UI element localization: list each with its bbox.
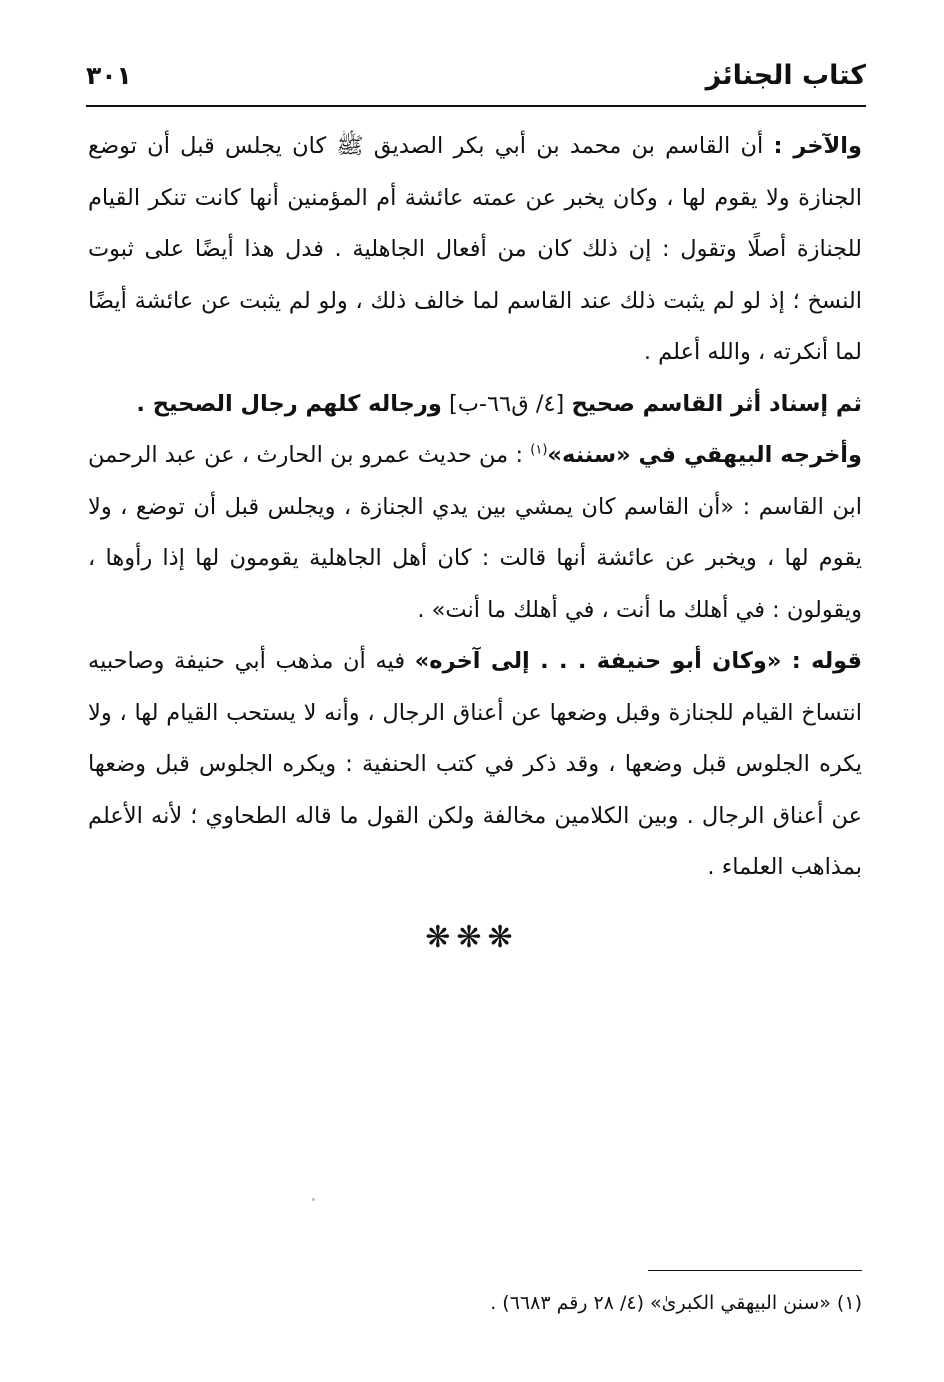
- paragraph-4-text: فيه أن مذهب أبي حنيفة وصاحبيه انتساخ القيام للجنازة وقبل وضعها عن أعناق الرجال ، وأنه لا يستحب القيام لها ، ولا يكره الجلوس قبل وضعها ، وقد ذكر في كتب الحنفية : ويكره الجلوس قبل وضعها عن أعناق الرجال . وبين الكلامين مخالفة ولكن القول ما قاله الطحاوي ؛ لأنه الأعلم بمذاهب العلماء .: [88, 648, 862, 880]
- footnote: (١) «سنن البيهقي الكبرىٰ» (٤/ ٢٨ رقم ٦٦٨٣) .: [490, 1292, 862, 1314]
- section-separator: ❋❋❋: [425, 920, 519, 955]
- page-number: ٣٠١: [86, 61, 132, 90]
- paragraph-4-lead: قوله : «وكان أبو حنيفة . . . إلى آخره»: [414, 648, 863, 674]
- paragraph-3: [88, 430, 862, 636]
- paragraph-3-lead: وأخرجه البيهقي في «سننه»: [547, 442, 862, 468]
- paragraph-1: [88, 121, 862, 379]
- header-rule: [86, 105, 866, 107]
- footnote-rule: [648, 1270, 862, 1271]
- paragraph-1-text: أن القاسم بن محمد بن أبي بكر الصديق ﷺ كان يجلس قبل أن توضع الجنازة ولا يقوم لها ، وكان يخبر عن عمته عائشة أم المؤمنين أنها كانت تنكر القيام للجنازة أصلًا وتقول : إن ذلك كان من أفعال الجاهلية . فدل هذا أيضًا على ثبوت النسخ ؛ إذ لو لم يثبت ذلك عند القاسم لما خالف ذلك ، ولو لم يثبت عن عائشة أيضًا لما أنكرته ، والله أعلم .: [88, 133, 862, 365]
- paragraph-2-bold-start: ثم إسناد أثر القاسم صحيح: [571, 390, 862, 417]
- footnote-marker: (١): [530, 442, 548, 458]
- paragraph-4: [88, 636, 862, 894]
- manuscript-reference: [٤/ ق٦٦-ب]: [441, 390, 572, 417]
- paragraph-3-text: : من حديث عمرو بن الحارث ، عن عبد الرحمن ابن القاسم : «أن القاسم كان يمشي بين يدي الجنازة ، ويجلس قبل أن توضع ، ولا يقوم لها ، ويخبر عن عائشة أنها قالت : كان أهل الجاهلية يقومون لها إذا رأوها ، ويقولون : في أهلك ما أنت ، في أهلك ما أنت» .: [88, 442, 862, 623]
- running-title: كتاب الجنائز: [705, 60, 866, 91]
- print-speck: [312, 1198, 315, 1201]
- main-text: [88, 121, 862, 894]
- paragraph-2: [88, 379, 862, 431]
- paragraph-2-bold-end: ورجاله كلهم رجال الصحيح .: [136, 390, 442, 417]
- page-header: [86, 52, 866, 100]
- paragraph-1-lead: والآخر :: [773, 133, 862, 159]
